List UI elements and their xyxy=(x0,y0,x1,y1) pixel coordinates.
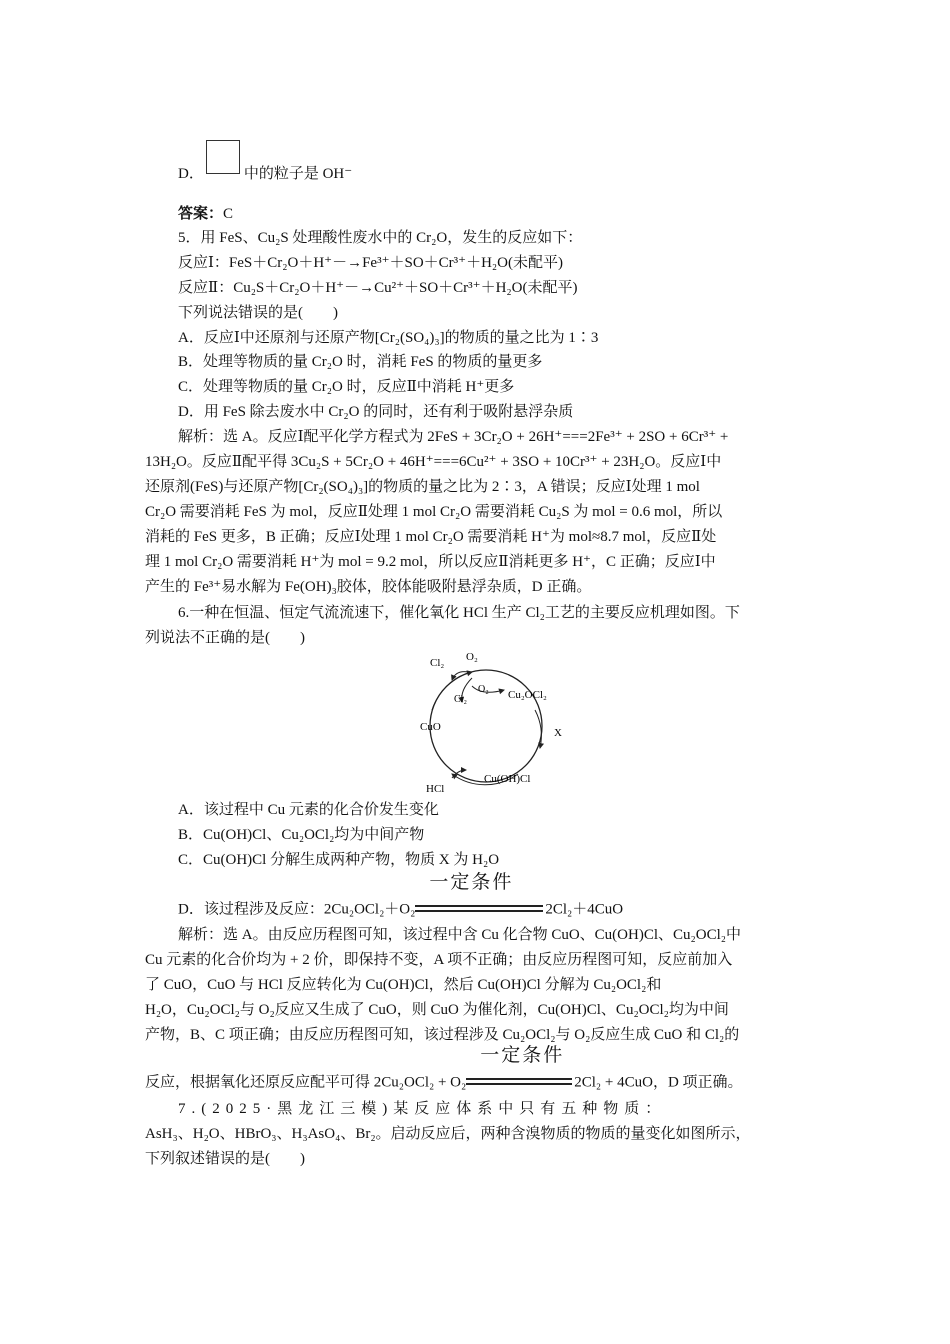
q5-option-a: A．反应Ⅰ中还原剂与还原产物[Cr₂(SO₄)₃]的物质的量之比为 1∶3 xyxy=(178,330,599,346)
q5-expl-4: Cr₂O 需要消耗 FeS 为 mol，反应Ⅱ处理 1 mol Cr₂O 需要消耗 Cu₂S 为 mol = 0.6 mol，所以 xyxy=(145,504,723,520)
q7-line-3: 下列叙述错误的是( ) xyxy=(145,1151,305,1167)
q5-option-d: D．用 FeS 除去废水中 Cr₂O 的同时，还有利于吸附悬浮杂质 xyxy=(178,404,574,420)
label-cl2-top: Cl₂ xyxy=(430,657,445,669)
q5-expl-1: 解析：选 A。反应Ⅰ配平化学方程式为 2FeS + 3Cr₂O + 26H⁺===2Fe³⁺ + 2SO + 6Cr³⁺ + xyxy=(178,429,729,445)
q5-option-c: C．处理等物质的量 Cr₂O 时，反应Ⅱ中消耗 H⁺更多 xyxy=(178,379,515,395)
blank-box xyxy=(206,140,240,174)
q4-option-d: D． 中的粒子是 OH⁻ xyxy=(178,150,352,184)
q6-stem-2: 列说法不正确的是( ) xyxy=(145,630,305,646)
reaction-mechanism-diagram xyxy=(412,650,572,796)
label-o2-inner: O₂ xyxy=(478,684,489,695)
q7-line-2: AsH₃、H₂O、HBrO₃、H₃AsO₄、Br₂。启动反应后，两种含溴物质的物质的量变化如图所示， xyxy=(145,1126,751,1142)
condition-arrow: 一定条件 xyxy=(415,899,545,921)
q5-ask: 下列说法错误的是( ) xyxy=(178,305,338,321)
label-cl2-inner: Cl₂ xyxy=(454,694,467,705)
q6-expl-2: Cu 元素的化合价均为 + 2 价，即保持不变，A 项不正确；由反应历程图可知，反应前加入 xyxy=(145,952,733,968)
q6-option-d: D．该过程涉及反应：2Cu₂OCl₂＋O₂ 一定条件 2Cl₂＋4CuO xyxy=(178,899,623,921)
q6-option-a: A．该过程中 Cu 元素的化合价发生变化 xyxy=(178,802,439,818)
condition-arrow-2: 一定条件 xyxy=(466,1072,574,1094)
q6-option-c: C．Cu(OH)Cl 分解生成两种产物，物质 X 为 H₂O xyxy=(178,852,500,868)
label-hcl: HCl xyxy=(426,783,445,795)
label-cuohcl: Cu(OH)Cl xyxy=(484,773,531,785)
q5-expl-6: 理 1 mol Cr₂O 需要消耗 H⁺为 mol = 9.2 mol，所以反应Ⅱ消耗更多 H⁺，C 正确；反应Ⅰ中 xyxy=(145,554,716,570)
q5-reaction-2: 反应Ⅱ：Cu₂S＋Cr₂O＋H⁺－→Cu²⁺＋SO＋Cr³⁺＋H₂O(未配平) xyxy=(178,280,578,296)
q5-stem: 5．用 FeS、Cu₂S 处理酸性废水中的 Cr₂O，发生的反应如下： xyxy=(178,230,583,246)
q6-expl-5: 产物，B、C 项正确；由反应历程图可知，该过程涉及 Cu₂OCl₂与 O₂反应生成 CuO 和 Cl₂的 xyxy=(145,1027,740,1043)
q6-expl-1: 解析：选 A。由反应历程图可知，该过程中含 Cu 化合物 CuO、Cu(OH)Cl、Cu₂OCl₂中 xyxy=(178,927,741,943)
q5-expl-3: 还原剂(FeS)与还原产物[Cr₂(SO₄)₃]的物质的量之比为 2∶3，A 错误；反应Ⅰ处理 1 mol xyxy=(145,479,700,495)
q6-expl-3: 了 CuO，CuO 与 HCl 反应转化为 Cu(OH)Cl，然后 Cu(OH)Cl 分解为 Cu₂OCl₂和 xyxy=(145,977,662,993)
q6-option-b: B．Cu(OH)Cl、Cu₂OCl₂均为中间产物 xyxy=(178,827,425,843)
q5-expl-2: 13H₂O。反应Ⅱ配平得 3Cu₂S + 5Cr₂O + 46H⁺===6Cu²⁺ + 3SO + 10Cr³⁺ + 23H₂O。反应Ⅰ中 xyxy=(145,454,722,470)
label-o2-top: O₂ xyxy=(466,651,478,663)
q6-stem-1: 6.一种在恒温、恒定气流流速下，催化氧化 HCl 生产 Cl₂工艺的主要反应机理如图。下 xyxy=(178,605,740,621)
q5-reaction-1: 反应Ⅰ：FeS＋Cr₂O＋H⁺－→Fe³⁺＋SO＋Cr³⁺＋H₂O(未配平) xyxy=(178,255,563,271)
answer-4: 答案：C xyxy=(178,206,234,222)
q5-expl-5: 消耗的 FeS 更多，B 正确；反应Ⅰ处理 1 mol Cr₂O 需要消耗 H⁺为 mol≈8.7 mol，反应Ⅱ处 xyxy=(145,529,717,545)
q7-line-1: 7.(2025·黑龙江三模)某反应体系中只有五种物质： xyxy=(178,1101,667,1117)
label-cuo: CuO xyxy=(420,721,441,733)
q5-expl-7: 产生的 Fe³⁺易水解为 Fe(OH)₃胶体，胶体能吸附悬浮杂质，D 正确。 xyxy=(145,579,592,595)
label-cu2ocl2: Cu₂OCl₂ xyxy=(508,689,547,701)
label-x: X xyxy=(554,727,562,739)
q6-expl-6: 反应，根据氧化还原反应配平可得 2Cu₂OCl₂ + O₂ 一定条件 2Cl₂ + 4CuO，D 项正确。 xyxy=(145,1072,743,1094)
q5-option-b: B．处理等物质的量 Cr₂O 时，消耗 FeS 的物质的量更多 xyxy=(178,354,543,370)
q6-expl-4: H₂O，Cu₂OCl₂与 O₂反应又生成了 CuO，则 CuO 为催化剂，Cu(OH)Cl、Cu₂OCl₂均为中间 xyxy=(145,1002,729,1018)
